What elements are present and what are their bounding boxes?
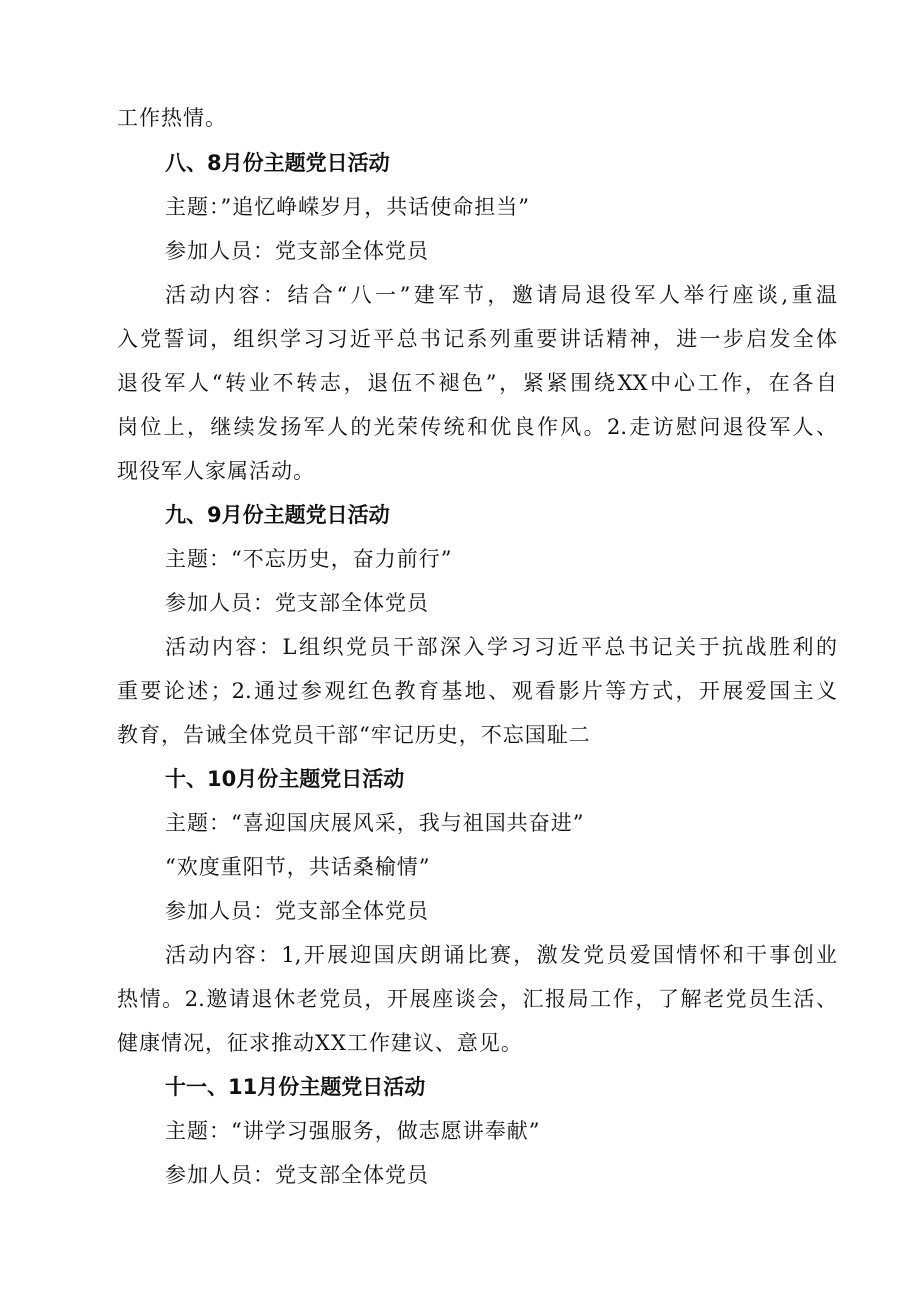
participants-line: 参加人员：党支部全体党员 — [165, 899, 429, 923]
participants-line: 参加人员：党支部全体党员 — [165, 1163, 429, 1187]
paragraph-line: 入党誓词，组织学习习近平总书记系列重要讲话精神，进一步启发全体 — [117, 327, 837, 351]
theme-line-second: “欢度重阳节，共话桑榆情” — [165, 855, 431, 879]
section-heading-august: 八、8月份主题党日活动 — [165, 151, 390, 175]
paragraph-line: 教育，告诫全体党员干部“牢记历史，不忘国耻二 — [117, 723, 591, 747]
paragraph-line: 热情。2.邀请退休老党员，开展座谈会，汇报局工作，了解老党员生活、 — [117, 987, 837, 1011]
paragraph-line: 岗位上，继续发扬军人的光荣传统和优良作风。2.走访慰问退役军人、 — [117, 415, 837, 439]
theme-line: 主题：“喜迎国庆展风采，我与祖国共奋进” — [165, 811, 585, 835]
activity-content-line: 活动内容：1,开展迎国庆朗诵比赛，激发党员爱国情怀和干事创业 — [165, 943, 837, 967]
theme-line: 主题：“讲学习强服务，做志愿讲奉献” — [165, 1119, 541, 1143]
participants-line: 参加人员：党支部全体党员 — [165, 239, 429, 263]
section-heading-november: 十一、11月份主题党日活动 — [165, 1075, 426, 1099]
theme-line: 主题：”追忆峥嵘岁月，共话使命担当” — [165, 195, 530, 219]
activity-content-line: 活动内容：L组织党员干部深入学习习近平总书记关于抗战胜利的 — [165, 635, 837, 659]
paragraph-line: 现役军人家属活动。 — [117, 459, 315, 483]
section-heading-september: 九、9月份主题党日活动 — [165, 503, 390, 527]
theme-line: 主题：“不忘历史，奋力前行” — [165, 547, 453, 571]
paragraph-line: 退役军人“转业不转志，退伍不褪色”，紧紧围绕XX中心工作，在各自 — [117, 371, 837, 395]
section-heading-october: 十、10月份主题党日活动 — [165, 767, 405, 791]
participants-line: 参加人员：党支部全体党员 — [165, 591, 429, 615]
activity-content-line: 活动内容：结合“八一”建军节，邀请局退役军人举行座谈,重温 — [165, 283, 837, 307]
paragraph-line: 工作热情。 — [117, 106, 227, 130]
paragraph-line: 重要论述；2.通过参观红色教育基地、观看影片等方式，开展爱国主义 — [117, 679, 837, 703]
paragraph-line: 健康情况，征求推动XX工作建议、意见。 — [117, 1031, 523, 1055]
